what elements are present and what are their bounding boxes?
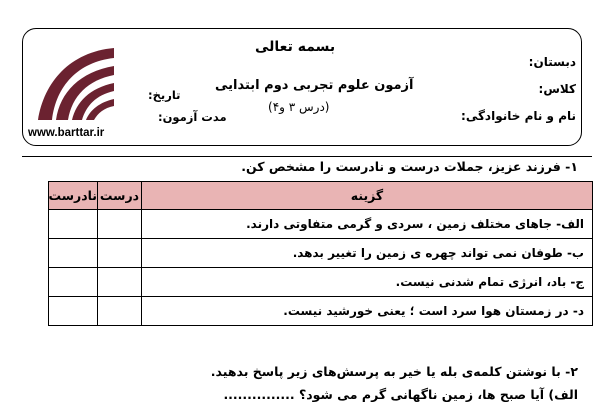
statement-c: ج- باد، انرژی تمام شدنی نیست. <box>142 268 593 297</box>
header-incorrect: نادرست <box>49 182 98 210</box>
correct-cell-c[interactable] <box>98 268 142 297</box>
exam-title: آزمون علوم تجربی دوم ابتدایی <box>215 78 414 93</box>
date-label: تاریخ: <box>148 88 181 102</box>
logo-url: www.barttar.ir <box>28 127 105 139</box>
question2-item-a: الف) آیا صبح ها، زمین ناگهانی گرم می شود؟ ............... <box>223 387 578 402</box>
name-label: نام و نام خانوادگی: <box>461 109 576 123</box>
class-label: کلاس: <box>538 82 576 96</box>
question1-title: ۱- فرزند عزیز، جملات درست و نادرست را مشخص کن. <box>241 159 578 174</box>
school-label: دبستان: <box>528 55 576 69</box>
true-false-table <box>48 181 593 326</box>
incorrect-cell-b[interactable] <box>49 239 98 268</box>
barttar-logo <box>30 42 116 124</box>
incorrect-cell-a[interactable] <box>49 210 98 239</box>
question2-title: ۲- با نوشتن کلمه‌ی بله یا خیر به پرسش‌های زیر پاسخ بدهید. <box>210 364 578 379</box>
statement-a: الف- جاهای مختلف زمین ، سردی و گرمی متفاوتی دارند. <box>142 210 593 239</box>
statement-d: د- در زمستان هوا سرد است ؛ یعنی خورشید نیست. <box>142 297 593 326</box>
duration-label: مدت آزمون: <box>158 110 227 124</box>
exam-lesson: (درس ۳ و۴) <box>268 100 330 114</box>
statement-b: ب- طوفان نمی تواند چهره ی زمین را تغییر بدهد. <box>142 239 593 268</box>
table-row <box>49 239 593 268</box>
header-divider <box>22 156 592 157</box>
header-title: بسمه تعالی <box>255 39 336 55</box>
header-correct: درست <box>98 182 142 210</box>
correct-cell-b[interactable] <box>98 239 142 268</box>
correct-cell-a[interactable] <box>98 210 142 239</box>
table-header-row <box>49 182 593 210</box>
incorrect-cell-c[interactable] <box>49 268 98 297</box>
table-row <box>49 297 593 326</box>
correct-cell-d[interactable] <box>98 297 142 326</box>
header-option: گزینه <box>142 182 593 210</box>
table-row <box>49 268 593 297</box>
incorrect-cell-d[interactable] <box>49 297 98 326</box>
table-row <box>49 210 593 239</box>
exam-sheet <box>0 6 600 400</box>
